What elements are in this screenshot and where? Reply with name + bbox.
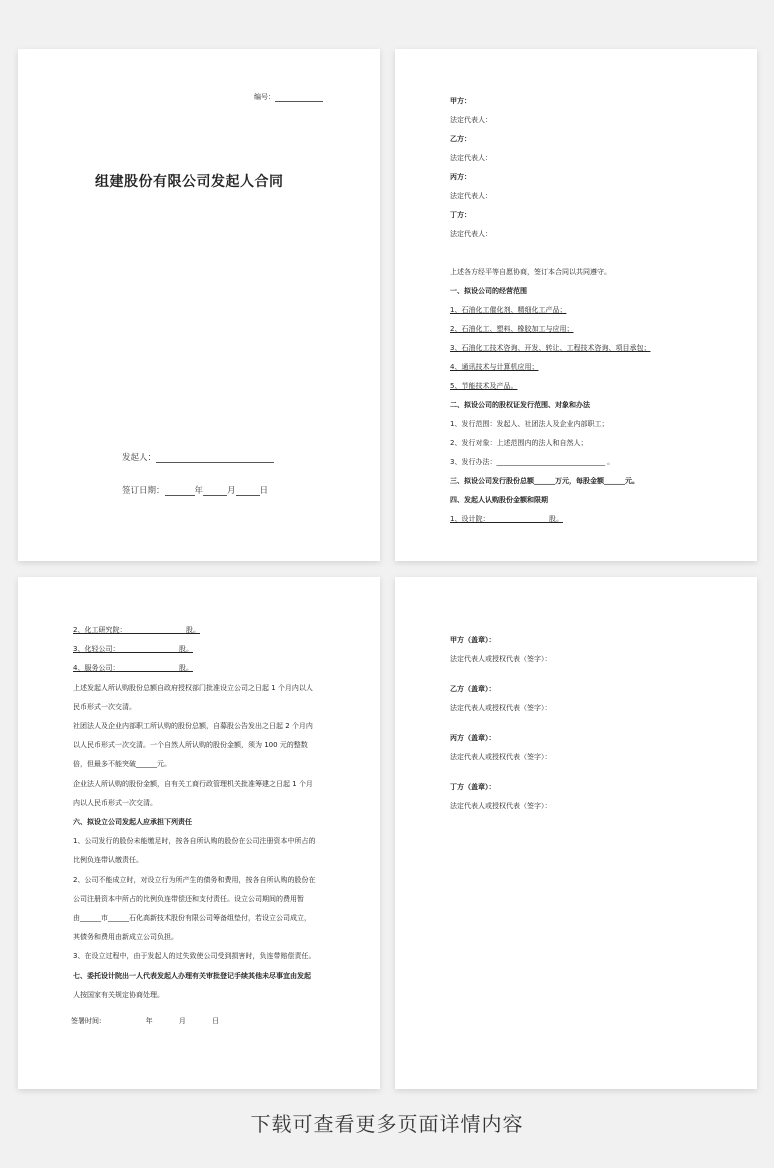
party-seal-label: 丁方（盖章）：: [450, 783, 496, 791]
page2-line: 一、拟设公司的经营范围: [450, 287, 527, 295]
party-representative-label: 法定代表人或授权代表（签字）：: [450, 802, 552, 810]
sign-time-label: 签署时间:: [71, 1017, 102, 1025]
page2-line: 2、石油化工、塑料、橡胶加工与应用；: [450, 325, 574, 333]
page3-line: 内以人民币形式一次交清。: [73, 798, 157, 807]
page2-line: 四、发起人认购股份金额和限期: [450, 496, 548, 504]
page2-line: 2、发行对象：上述范围内的法人和自然人；: [450, 439, 588, 447]
page2-line: 4、通讯技术与计算机应用；: [450, 363, 539, 371]
page3-line: 社团法人及企业内部职工所认购的股份总额，自募股公告发出之日起 2 个月内: [73, 722, 313, 730]
initiator-label: 发起人：: [122, 453, 157, 463]
page2-line: 甲方：: [450, 97, 471, 105]
sign-date-label: 签订日期：: [122, 486, 165, 496]
page2-line: 1、发行范围：发起人、社团法人及企业内部职工；: [450, 420, 609, 428]
page-3: [18, 577, 380, 1089]
page3-line: 七、委托设计院出一人代表发起人办理有关审批登记手续其他未尽事宜由发起: [73, 971, 311, 980]
party-representative-label: 法定代表人或授权代表（签字）：: [450, 704, 552, 712]
page3-line: 民币形式一次交清。: [73, 702, 136, 711]
page-cover: [18, 49, 380, 561]
party-representative-label: 法定代表人或授权代表（签字）：: [450, 753, 552, 761]
page2-line: 1、设计院：_________________股。: [450, 515, 563, 523]
page3-line: 1、公司发行的股份未能缴足时，按各自所认购的股份在公司注册资本中所占的: [73, 837, 316, 846]
page2-line: 丙方：: [450, 173, 471, 181]
page2-line: 法定代表人：: [450, 192, 492, 200]
document-title: 组建股份有限公司发起人合同: [95, 174, 284, 190]
page3-line: 企业法人所认购的股份金额，自有关工商行政管理机关批准筹建之日起 1 个月: [73, 779, 313, 788]
page2-line: 法定代表人：: [450, 230, 492, 238]
page2-line: 二、拟设公司的股权证发行范围、对象和办法: [450, 401, 590, 409]
contract-number: [254, 93, 323, 102]
party-seal-label: 乙方（盖章）：: [450, 685, 496, 693]
page3-line: 其债务和费用由新成立公司负担。: [73, 933, 178, 942]
party-representative-label: 法定代表人或授权代表（签字）：: [450, 655, 552, 663]
page-2: [395, 49, 757, 561]
page-4: [395, 577, 757, 1089]
page3-line: 3、化轻公司：_________________股。: [73, 645, 193, 654]
page3-line: 公司注册资本中所占的比例负连带偿还和支付责任。设立公司期间的费用暂: [73, 894, 304, 903]
page2-line: 3、石油化工技术咨询、开发、转让、工程技术咨询、项目承包；: [450, 344, 651, 352]
sign-date-field: 签订日期： 年 月 日: [122, 486, 269, 496]
page2-line: 3、发行办法：_______________________________ 。: [450, 458, 615, 466]
page3-line: 由______市______石化高新技术股份有限公司筹备组垫付，若设立公司成立，: [73, 914, 311, 922]
page2-line: 乙方：: [450, 135, 471, 143]
page2-line: 1、石油化工催化剂、精细化工产品；: [450, 306, 567, 314]
party-seal-label: 丙方（盖章）：: [450, 734, 496, 742]
page2-line: 上述各方经平等自愿协商，签订本合同以共同遵守。: [450, 268, 611, 276]
sign-time: 签署时间: 年 月 日: [71, 1017, 220, 1025]
page3-line: 倍，但最多不能突破______元。: [73, 760, 171, 769]
page2-line: 法定代表人：: [450, 154, 492, 162]
party-seal-label: 甲方（盖章）：: [450, 636, 496, 644]
page3-line: 人按国家有关规定协商处理。: [73, 990, 164, 999]
page2-line: 三、拟设公司发行股份总额______万元，每股金额______元。: [450, 477, 639, 485]
initiator-field: [122, 451, 274, 463]
page3-line: 上述发起人所认购股份总额自政府授权部门批准设立公司之日起 1 个月内以人: [73, 683, 313, 692]
page3-line: 2、化工研究院：_________________股。: [73, 626, 200, 634]
page3-line: 3、在设立过程中，由于发起人的过失致使公司受到损害时，负连带赔偿责任。: [73, 952, 316, 961]
page3-line: 2、公司不能成立时，对设立行为所产生的债务和费用，按各自所认购的股份在: [73, 875, 316, 884]
page2-line: 丁方：: [450, 211, 471, 219]
page3-line: 六、拟设立公司发起人应承担下列责任: [73, 818, 192, 826]
page2-line: 5、节能技术及产品。: [450, 382, 518, 390]
contract-number-label: 编号：: [254, 93, 275, 101]
page3-line: 4、服务公司：_________________股。: [73, 664, 193, 673]
page3-line: 以人民币形式一次交清。一个自然人所认购的股份金额，须为 100 元的整数: [73, 741, 308, 750]
download-more-footer[interactable]: 下载可查看更多页面详情内容: [250, 1112, 524, 1136]
page2-line: 法定代表人：: [450, 116, 492, 124]
page3-line: 比例负连带认缴责任。: [73, 856, 143, 865]
